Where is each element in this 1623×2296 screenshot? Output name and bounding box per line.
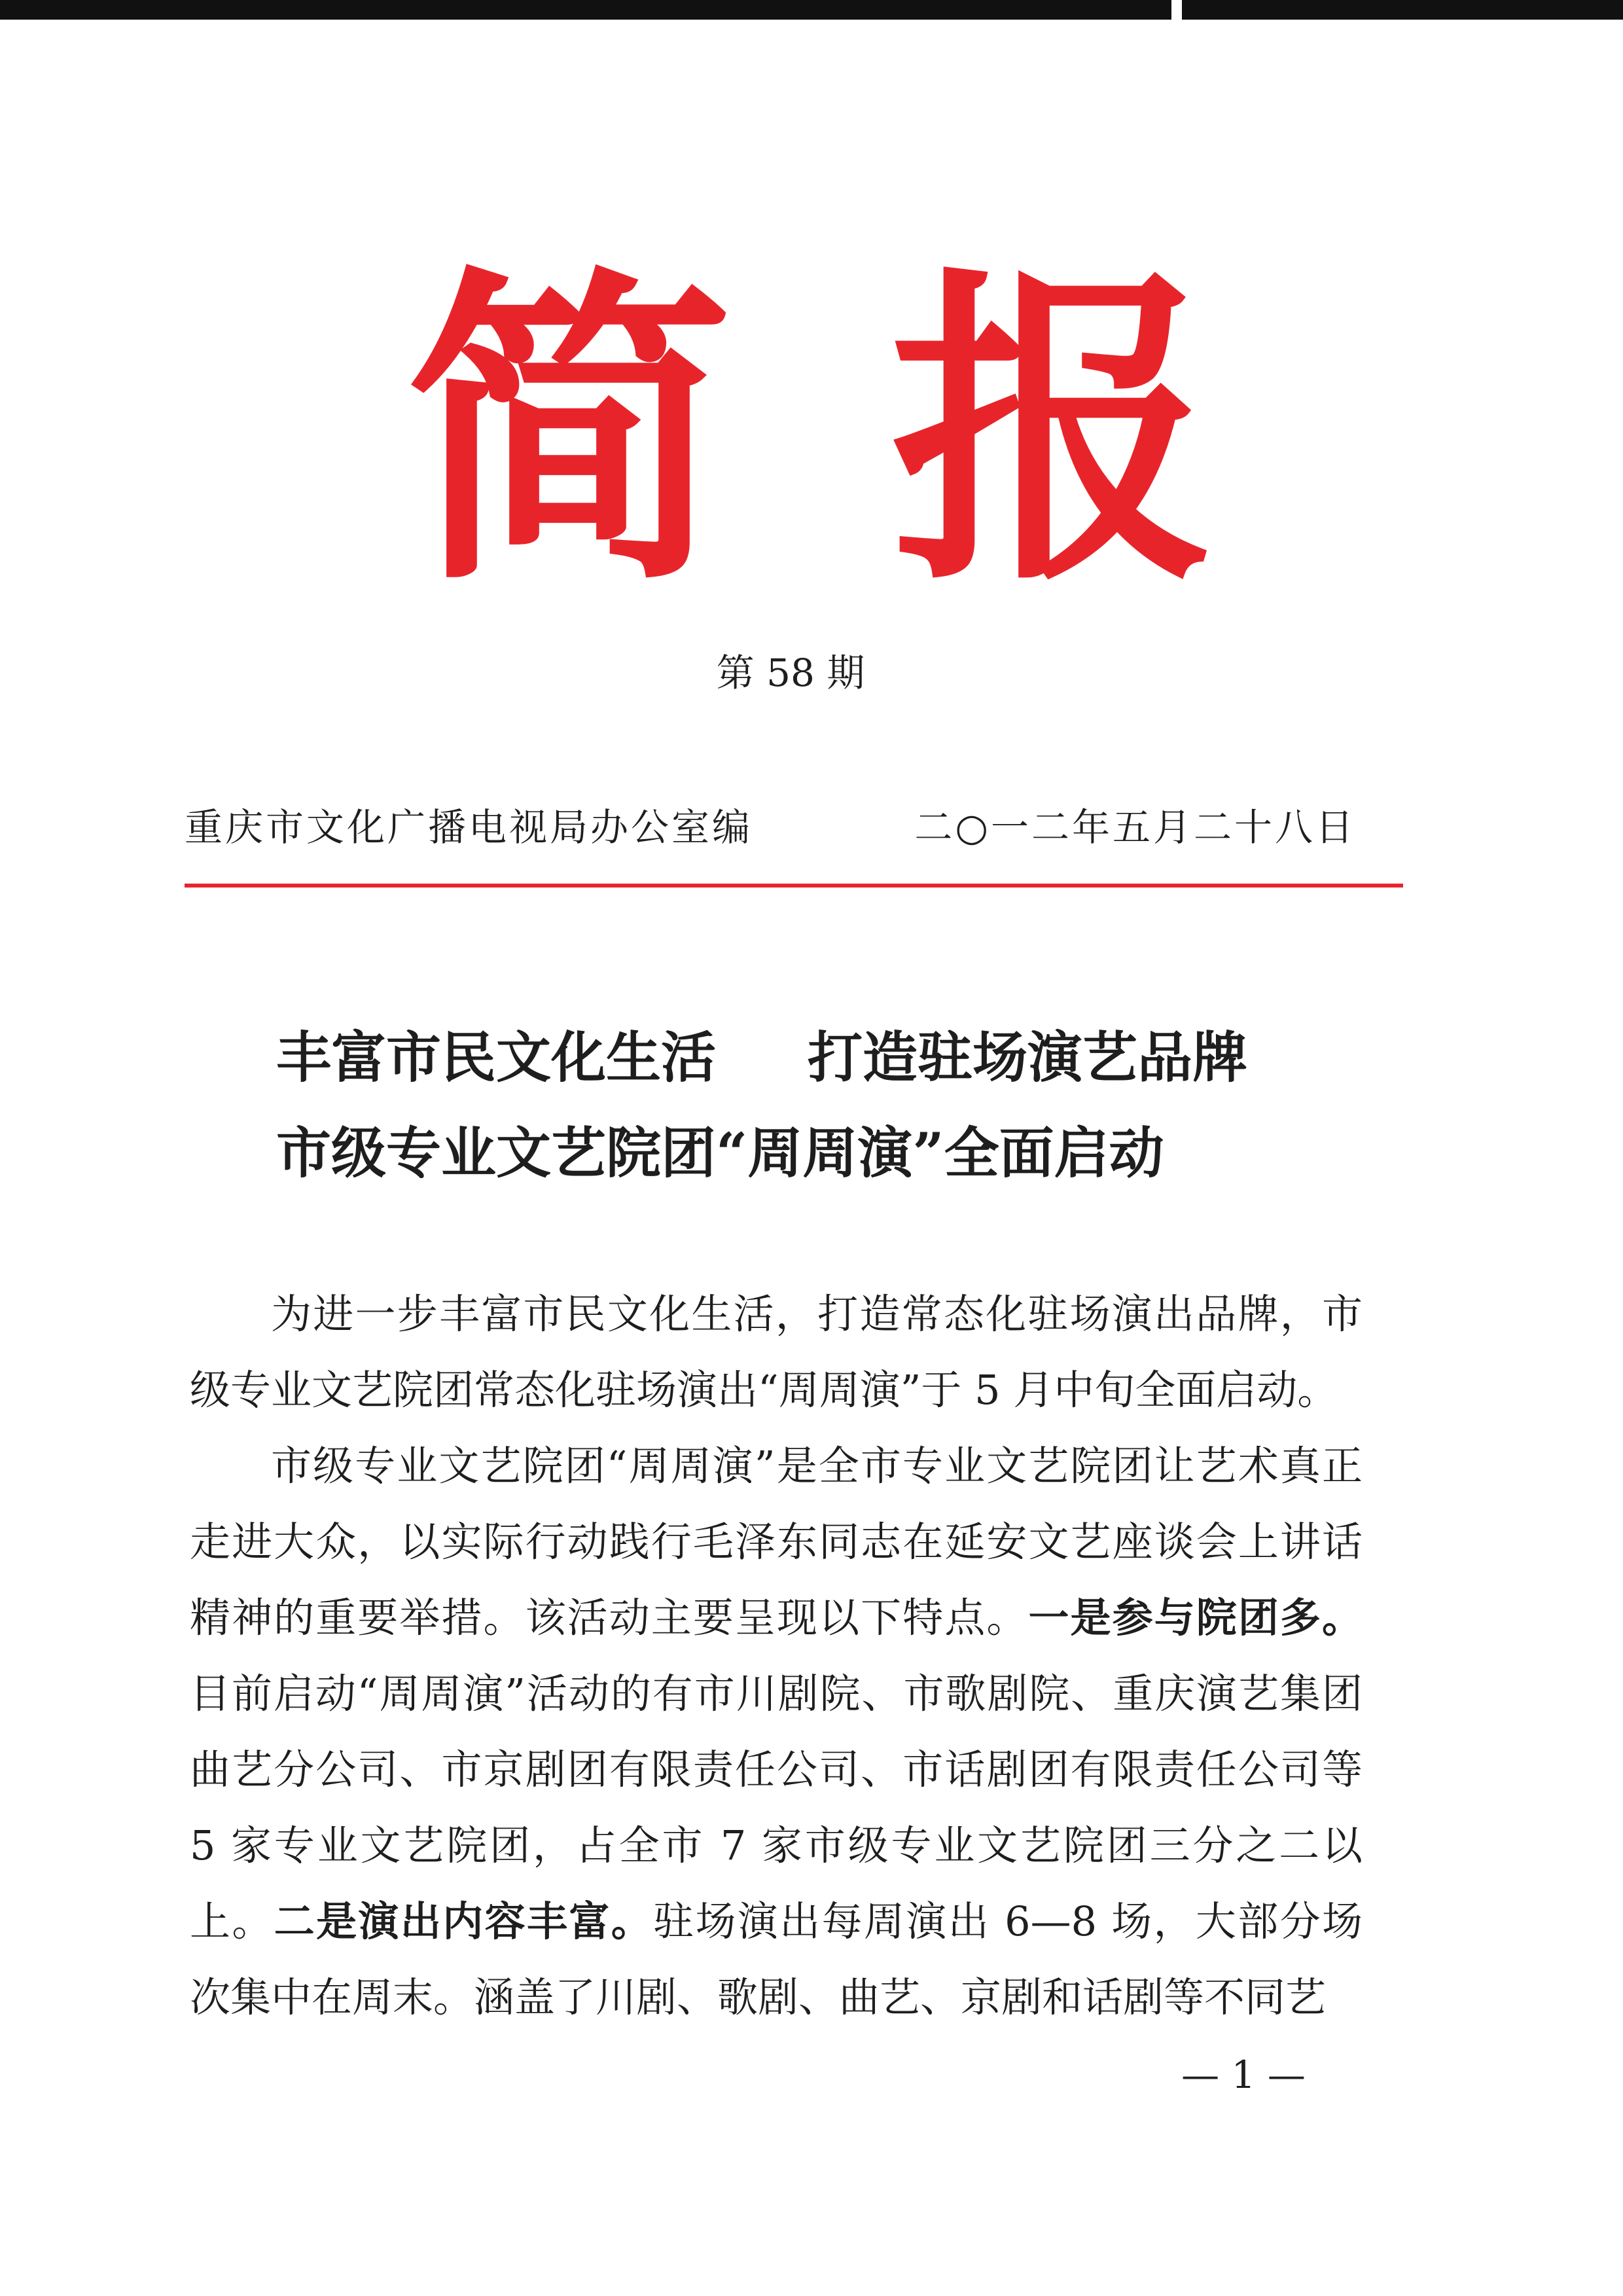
headline-part-1: 丰富市民文化生活 [276, 1025, 717, 1090]
paragraph-1: 为进一步丰富市民文化生活，打造常态化驻场演出品牌，市级专业文艺院团常态化驻场演出“周周演”于 5 月中旬全面启动。 [190, 1290, 1363, 1414]
point-2-text: 驻场演出每周演出 6—8 场，大部分场次集中在周末。涵盖了川剧、歌剧、曲艺、京剧和话剧等不同艺 [190, 1897, 1363, 2021]
headline-line-2: 市级专业文艺院团“周周演”全面启动 [276, 1121, 1164, 1185]
publisher-line: 重庆市文化广播电视局办公室编 [185, 805, 753, 850]
body-text [190, 1276, 1363, 2036]
scan-edge-left [0, 0, 1171, 20]
page-number: — 1 — [1181, 2053, 1306, 2097]
headline-line-1 [276, 1018, 1389, 1097]
point-2-heading: 二是演出内容丰富。 [274, 1897, 654, 1945]
point-1-text: 目前启动“周周演”活动的有市川剧院、市歌剧院、重庆演艺集团曲艺分公司、市京剧团有限责任公司、市话剧团有限责任公司等 5 家专业文艺院团，占全市 7 家市级专业文艺院团三分之二以上。 [190, 1670, 1363, 1945]
header-red-rule [185, 884, 1403, 888]
masthead-title: 简报 [406, 240, 1374, 624]
point-1-heading: 一是参与院团多。 [1028, 1594, 1363, 1641]
issue-number: 第 58 期 [716, 651, 865, 695]
paragraph-2-intro: 市级专业文艺院团“周周演”是全市专业文艺院团让艺术真正走进大众，以实际行动践行毛泽东同志在延安文艺座谈会上讲话精神的重要举措。该活动主要呈现以下特点。 [190, 1442, 1363, 1641]
paragraph-2 [190, 1428, 1363, 2036]
headline-part-2: 打造驻场演艺品牌 [808, 1025, 1248, 1090]
publication-date: 二○一二年五月二十八日 [914, 805, 1356, 850]
scan-edge-right [1182, 0, 1623, 20]
